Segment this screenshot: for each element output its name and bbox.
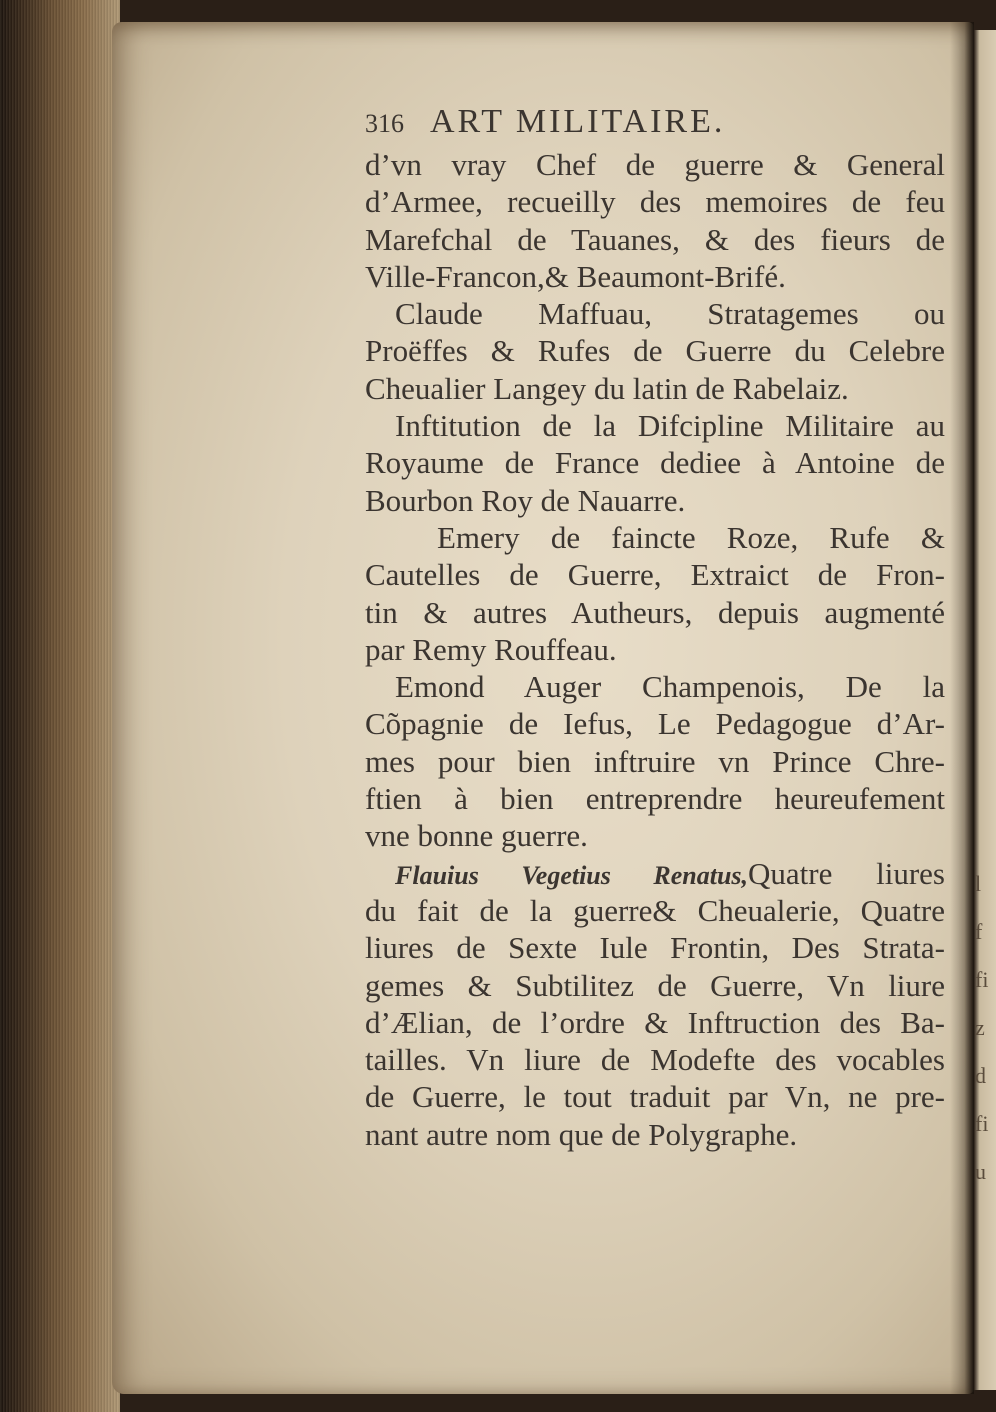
facing-mark: l: [975, 871, 982, 896]
entry-title: Quatre liures: [748, 855, 945, 891]
text-line: Marefchal de Tauanes, & des fieurs de: [365, 221, 945, 257]
entry-first-line: [365, 855, 945, 892]
text-line: mes pour bien inftruire vn Prince Chre-: [365, 743, 945, 779]
text-line: nant autre nom que de Polygraphe.: [365, 1116, 798, 1152]
page-body: [365, 98, 945, 1153]
text-line: vne bonne guerre.: [365, 818, 588, 854]
text-line: par Remy Rouffeau.: [365, 631, 617, 667]
facing-page-marks: [975, 860, 996, 1196]
text-line: Proëffes & Rufes de Guerre du Celebre: [365, 333, 945, 369]
italic-author-name: Flauius Vegetius Renatus,: [395, 860, 749, 890]
text-line: Ville-Francon,& Beaumont-Brifé.: [365, 258, 786, 294]
text-line: d’Ælian, de l’ordre & Inftruction des Ba-: [365, 1004, 945, 1040]
text-line: Bourbon Roy de Nauarre.: [365, 482, 686, 518]
text-line: d’vn vray Chef de guerre & General: [365, 147, 945, 182]
text-line: ftien à bien entreprendre heureufement: [365, 781, 945, 817]
text-line: Royaume de France dediee à Antoine de: [365, 445, 945, 481]
text-line: Cautelles de Guerre, Extraict de Fron-: [365, 557, 945, 593]
text-line: liures de Sexte Iule Frontin, Des Strata-: [365, 930, 945, 966]
entry-first-line: Claude Maffuau, Stratagemes ou: [395, 296, 945, 332]
facing-mark: d: [975, 1063, 986, 1088]
text-line: Cõpagnie de Iefus, Le Pedagogue d’Ar-: [365, 706, 945, 742]
book-fore-edge: [0, 0, 120, 1412]
text-line: gemes & Subtilitez de Guerre, Vn liure: [365, 967, 945, 1003]
entry-first-line: Emery de faincte Roze, Rufe &: [437, 519, 945, 555]
text-line: du fait de la guerre& Cheualerie, Quatre: [365, 892, 945, 928]
page-gutter: [950, 22, 974, 1394]
text-line: Cheualier Langey du latin de Rabelaiz.: [365, 370, 849, 406]
text-line: tin & autres Autheurs, depuis augmenté: [365, 594, 945, 630]
text-line: d’Armee, recueilly des memoires de feu: [365, 184, 945, 220]
entry-first-line: Inftitution de la Difcipline Militaire au: [395, 408, 945, 444]
facing-mark: fi: [975, 1111, 989, 1136]
page-number: 316: [365, 109, 404, 138]
facing-mark: z: [975, 1015, 985, 1040]
facing-mark: u: [975, 1159, 986, 1184]
facing-mark: fi: [975, 967, 989, 992]
text-line: tailles. Vn liure de Modefte des vocables: [365, 1042, 945, 1078]
facing-mark: f: [975, 919, 983, 944]
running-title: ART MILITAIRE.: [430, 103, 726, 140]
text-line: de Guerre, le tout traduit par Vn, ne pre-: [365, 1079, 945, 1115]
entry-first-line: Emond Auger Champenois, De la: [395, 669, 945, 705]
running-head: [365, 98, 945, 146]
